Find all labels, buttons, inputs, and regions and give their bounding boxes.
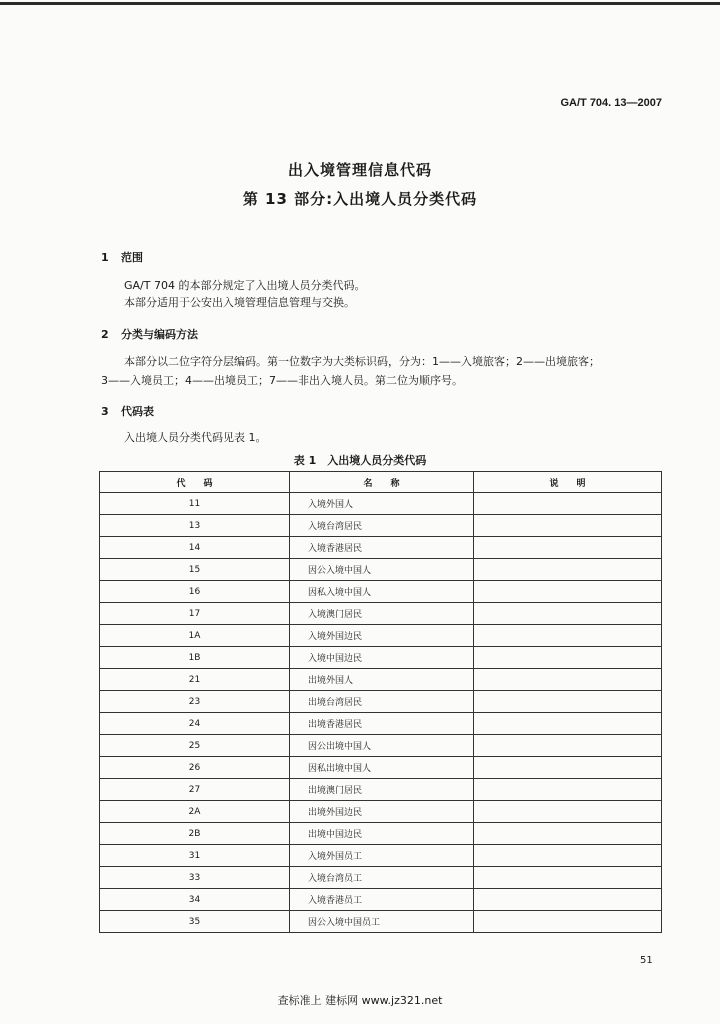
table-row	[100, 515, 662, 537]
section-title: 代码表	[121, 405, 154, 418]
section-title: 分类与编码方法	[121, 328, 198, 341]
scope-paragraph-2: 本部分适用于公安出入境管理信息管理与交换。	[124, 296, 355, 309]
note-cell	[474, 581, 662, 603]
name-cell: 出境外国人	[290, 669, 474, 691]
table-row	[100, 823, 662, 845]
name-cell: 入境台湾员工	[290, 867, 474, 889]
note-cell	[474, 625, 662, 647]
table-row	[100, 625, 662, 647]
table-row	[100, 757, 662, 779]
note-cell	[474, 647, 662, 669]
note-cell	[474, 735, 662, 757]
code-cell: 11	[100, 493, 290, 515]
code-cell: 35	[100, 911, 290, 933]
top-rule	[0, 2, 720, 5]
code-cell: 34	[100, 889, 290, 911]
code-cell: 1B	[100, 647, 290, 669]
table-reference-paragraph: 入出境人员分类代码见表 1。	[124, 431, 267, 444]
footer-watermark: 查标准上 建标网 www.jz321.net	[277, 994, 443, 1007]
name-cell: 入境香港员工	[290, 889, 474, 911]
note-cell	[474, 669, 662, 691]
method-paragraph-2: 3——入境员工；4——出境员工；7——非出入境人员。第二位为顺序号。	[101, 374, 463, 387]
name-cell: 入境香港居民	[290, 537, 474, 559]
table-body	[100, 493, 662, 933]
table-row	[100, 845, 662, 867]
code-cell: 13	[100, 515, 290, 537]
table-caption: 表 1 入出境人员分类代码	[293, 454, 427, 467]
document-title: 出入境管理信息代码	[287, 161, 432, 179]
code-cell: 21	[100, 669, 290, 691]
note-cell	[474, 713, 662, 735]
table-header-row	[100, 472, 662, 493]
name-cell: 出境香港居民	[290, 713, 474, 735]
table-row	[100, 669, 662, 691]
note-cell	[474, 889, 662, 911]
note-cell	[474, 911, 662, 933]
note-cell	[474, 757, 662, 779]
code-table	[99, 471, 662, 933]
note-cell	[474, 801, 662, 823]
table-row	[100, 603, 662, 625]
header-note: 说 明	[474, 472, 662, 493]
table-row	[100, 559, 662, 581]
table-row	[100, 735, 662, 757]
code-cell: 16	[100, 581, 290, 603]
table-row	[100, 647, 662, 669]
standard-code: GA/T 704. 13—2007	[560, 97, 662, 109]
note-cell	[474, 779, 662, 801]
name-cell: 入境外国员工	[290, 845, 474, 867]
note-cell	[474, 845, 662, 867]
section-heading-code-table	[101, 403, 154, 419]
name-cell: 入境澳门居民	[290, 603, 474, 625]
section-number: 2	[101, 328, 109, 341]
note-cell	[474, 559, 662, 581]
page-number: 51	[640, 955, 653, 966]
name-cell: 入境外国边民	[290, 625, 474, 647]
note-cell	[474, 515, 662, 537]
name-cell: 因私入境中国人	[290, 581, 474, 603]
section-title: 范围	[121, 251, 143, 264]
name-cell: 因公入境中国人	[290, 559, 474, 581]
document-subtitle: 第 13 部分:入出境人员分类代码	[242, 190, 478, 208]
code-cell: 25	[100, 735, 290, 757]
name-cell: 出境外国边民	[290, 801, 474, 823]
name-cell: 因私出境中国人	[290, 757, 474, 779]
header-code: 代 码	[100, 472, 290, 493]
name-cell: 入境外国人	[290, 493, 474, 515]
name-cell: 因公入境中国员工	[290, 911, 474, 933]
code-cell: 14	[100, 537, 290, 559]
table-row	[100, 581, 662, 603]
table-row	[100, 801, 662, 823]
table-row	[100, 713, 662, 735]
code-cell: 26	[100, 757, 290, 779]
note-cell	[474, 603, 662, 625]
name-cell: 入境中国边民	[290, 647, 474, 669]
section-heading-method	[101, 326, 198, 342]
name-cell: 出境台湾居民	[290, 691, 474, 713]
code-cell: 33	[100, 867, 290, 889]
name-cell: 因公出境中国人	[290, 735, 474, 757]
name-cell: 出境中国边民	[290, 823, 474, 845]
note-cell	[474, 823, 662, 845]
code-cell: 15	[100, 559, 290, 581]
scope-paragraph-1: GA/T 704 的本部分规定了入出境人员分类代码。	[124, 279, 366, 292]
name-cell: 入境台湾居民	[290, 515, 474, 537]
code-cell: 31	[100, 845, 290, 867]
code-cell: 2B	[100, 823, 290, 845]
code-cell: 23	[100, 691, 290, 713]
table-row	[100, 889, 662, 911]
table-row	[100, 493, 662, 515]
table-row	[100, 691, 662, 713]
note-cell	[474, 537, 662, 559]
table-row	[100, 867, 662, 889]
code-cell: 2A	[100, 801, 290, 823]
table-row	[100, 911, 662, 933]
code-cell: 24	[100, 713, 290, 735]
table-row	[100, 537, 662, 559]
section-heading-scope	[101, 249, 143, 265]
note-cell	[474, 493, 662, 515]
method-paragraph-1: 本部分以二位字符分层编码。第一位数字为大类标识码，分为：1——入境旅客；2——出境旅客；	[124, 355, 600, 368]
section-number: 3	[101, 405, 109, 418]
section-number: 1	[101, 251, 109, 264]
code-cell: 17	[100, 603, 290, 625]
note-cell	[474, 867, 662, 889]
header-name: 名 称	[290, 472, 474, 493]
name-cell: 出境澳门居民	[290, 779, 474, 801]
note-cell	[474, 691, 662, 713]
code-cell: 27	[100, 779, 290, 801]
table-row	[100, 779, 662, 801]
code-cell: 1A	[100, 625, 290, 647]
